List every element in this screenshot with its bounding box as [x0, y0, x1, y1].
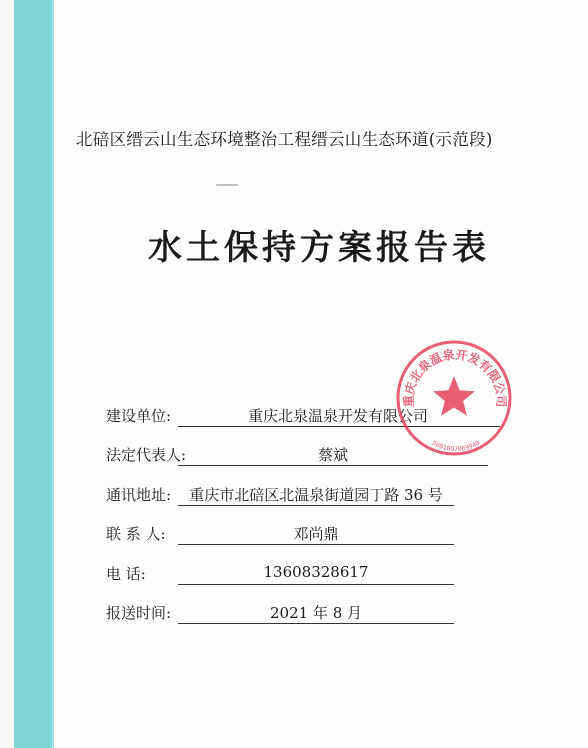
field-underline — [178, 505, 454, 506]
field-value: 重庆市北碚区北温泉街道园丁路 36 号 — [189, 486, 443, 504]
company-seal-icon — [392, 336, 516, 460]
field-value: 邓尚鼎 — [293, 525, 339, 543]
field-label: 联 系 人: — [106, 525, 166, 543]
document-title: 水土保持方案报告表 — [148, 228, 490, 268]
seal-text: 重庆北泉温泉开发有限公司 — [401, 347, 509, 408]
field-value: 蔡斌 — [317, 446, 348, 464]
field-underline — [178, 584, 454, 585]
field-value: 2021 年 8 月 — [269, 604, 363, 622]
field-value: 13608328617 — [263, 563, 369, 581]
scan-left-margin — [0, 0, 14, 748]
seal-code: 5001097069940 — [430, 438, 482, 454]
field-label: 法定代表人: — [106, 446, 187, 464]
project-subtitle: 北碚区缙云山生态环境整治工程缙云山生态环道(示范段) — [76, 130, 493, 149]
field-label: 报送时间: — [106, 604, 172, 622]
seal-star — [433, 376, 475, 416]
binding-strip — [14, 0, 52, 748]
field-label: 通讯地址: — [106, 486, 172, 504]
field-value: 重庆北泉温泉开发有限公司 — [247, 407, 428, 425]
field-label: 建设单位: — [106, 407, 172, 425]
field-underline — [178, 465, 488, 466]
scan-speck — [216, 184, 238, 186]
field-underline — [178, 544, 454, 545]
field-underline — [178, 623, 454, 624]
field-label: 电 话: — [106, 565, 146, 583]
